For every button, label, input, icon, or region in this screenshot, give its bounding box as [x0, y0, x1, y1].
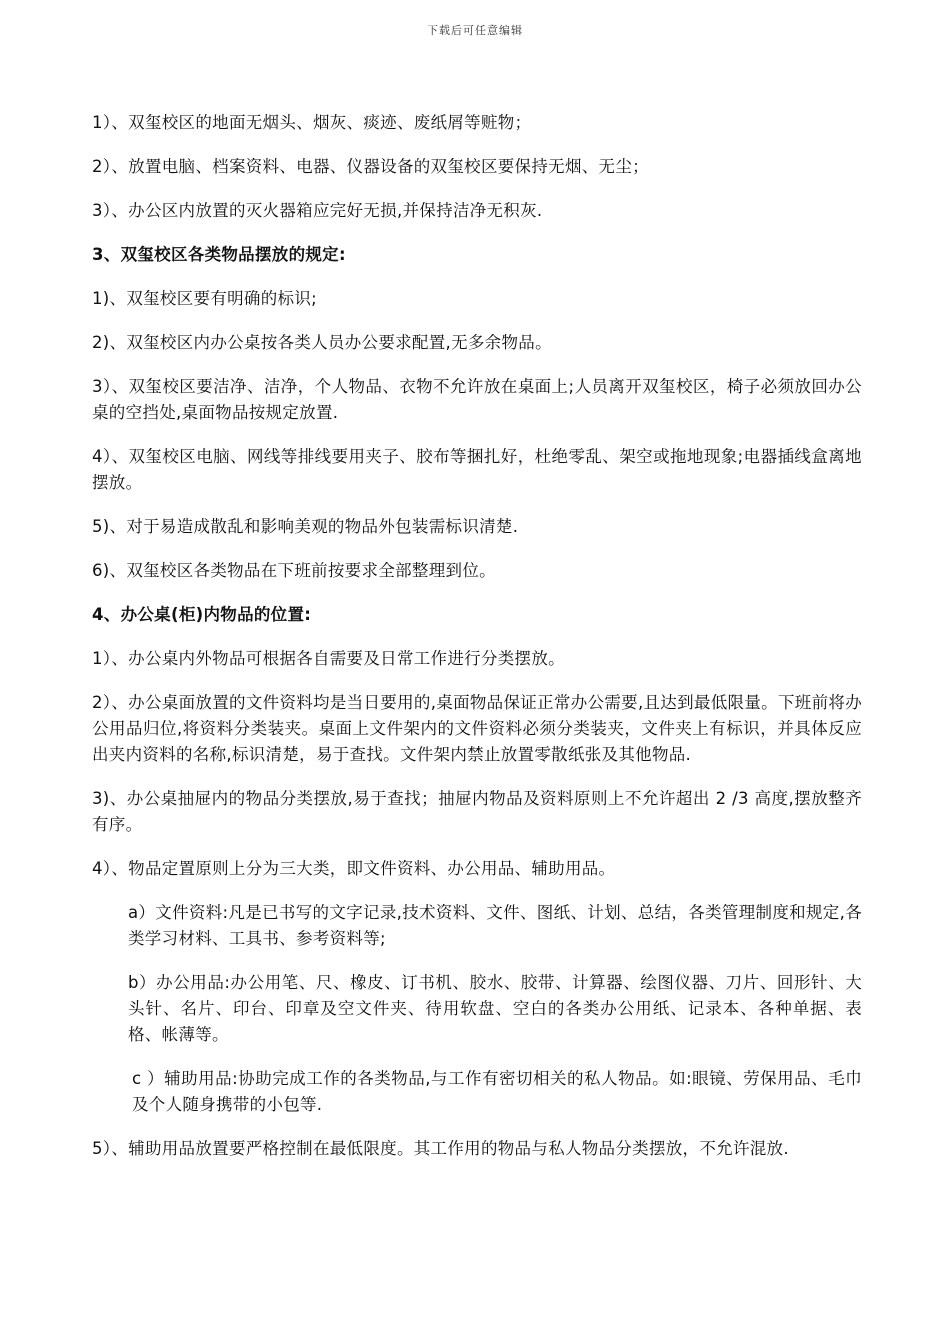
paragraph-2: 2）、放置电脑、档案资料、电器、仪器设备的双玺校区要保持无烟、无尘；: [92, 157, 649, 176]
paragraph-5: 1)、双玺校区要有明确的标识;: [92, 289, 317, 308]
document-body: [92, 110, 862, 1180]
paragraph-9: 5)、对于易造成散乱和影响美观的物品外包装需标识清楚.: [92, 517, 519, 536]
paragraph-12: 1）、办公桌内外物品可根据各自需要及日常工作进行分类摆放。: [92, 649, 565, 668]
paragraph-1: 1）、双玺校区的地面无烟头、烟灰、痰迹、废纸屑等赃物；: [92, 113, 532, 132]
paragraph-19: 5）、辅助用品放置要严格控制在最低限度。其工作用的物品与私人物品分类摆放，不允许混放.: [92, 1139, 789, 1158]
paragraph-16: a）文件资料:凡是已书写的文字记录,技术资料、文件、图纸、计划、总结，各类管理制度和规定,各类学习材料、工具书、参考资料等;: [128, 903, 862, 948]
paragraph-3: 3）、办公区内放置的灭火器箱应完好无损,并保持洁净无积灰.: [92, 201, 543, 220]
paragraph-6: 2)、双玺校区内办公桌按各类人员办公要求配置,无多余物品。: [92, 333, 552, 352]
paragraph-18: c ）辅助用品:协助完成工作的各类物品,与工作有密切相关的私人物品。如:眼镜、劳保用品、毛巾及个人随身携带的小包等.: [132, 1069, 862, 1114]
paragraph-15: 4）、物品定置原则上分为三大类，即文件资料、办公用品、辅助用品。: [92, 859, 616, 878]
paragraph-17: b）办公用品:办公用笔、尺、橡皮、订书机、胶水、胶带、计算器、绘图仪器、刀片、回形针、大头针、名片、印台、印章及空文件夹、待用软盘、空白的各类办公用纸、记录本、各种单据、表格、帐薄等。: [128, 973, 862, 1044]
page-header: 下载后可任意编辑: [427, 24, 523, 37]
section-heading-4: 4、办公桌(柜)内物品的位置:: [92, 605, 312, 624]
paragraph-7: 3）、双玺校区要洁净、洁净，个人物品、衣物不允许放在桌面上;人员离开双玺校区，椅子必须放回办公桌的空挡处,桌面物品按规定放置.: [92, 377, 862, 422]
paragraph-8: 4）、双玺校区电脑、网线等排线要用夹子、胶布等捆扎好，杜绝零乱、架空或拖地现象;电器插线盒离地摆放。: [92, 447, 862, 492]
section-heading-3: 3、双玺校区各类物品摆放的规定:: [92, 245, 346, 264]
paragraph-10: 6)、双玺校区各类物品在下班前按要求全部整理到位。: [92, 561, 496, 580]
paragraph-14: 3)、办公桌抽屉内的物品分类摆放,易于查找；抽屉内物品及资料原则上不允许超出 2 /3 高度,摆放整齐有序。: [92, 789, 862, 834]
paragraph-13: 2）、办公桌面放置的文件资料均是当日要用的,桌面物品保证正常办公需要,且达到最低限量。下班前将办公用品归位,将资料分类装夹。桌面上文件架内的文件资料必须分类装夹，文件夹上有标识，并具体反应出夹内资料的名称,标识清楚，易于查找。文件架内禁止放置零散纸张及其他物品.: [92, 693, 862, 764]
